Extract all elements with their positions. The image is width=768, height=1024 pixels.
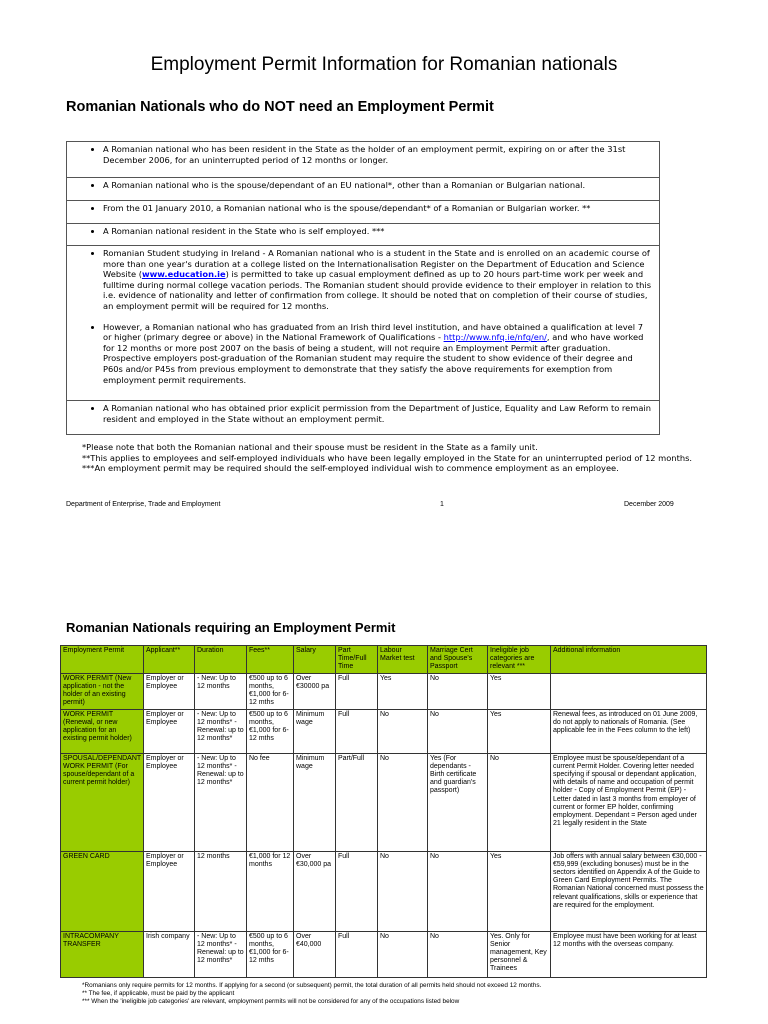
note-spouse: *Please note that both the Romanian national and their spouse must be resident in the State as a family unit. (82, 442, 538, 452)
education-link[interactable]: www.education.ie (141, 269, 226, 280)
exemption-item: • A Romanian national who has obtained prior explicit permission from the Department of Justice, Equality and Law Reform to remain resident and employed in the State without an employment permit. (103, 403, 653, 424)
table-cell: Over €30,000 pa (294, 851, 336, 931)
table-cell: - New: Up to 12 months* - Renewal: up to 12 months* (195, 709, 247, 753)
table-cell: GREEN CARD (61, 851, 144, 931)
table-cell: No (428, 851, 488, 931)
table-cell: Full (336, 709, 378, 753)
table-cell: Employer or Employee (144, 851, 195, 931)
student-exemption-item (103, 248, 653, 312)
footer-department: Department of Enterprise, Trade and Employment (66, 501, 221, 508)
column-header: Applicant** (144, 646, 195, 674)
table-row (61, 673, 707, 709)
table-cell: No (428, 709, 488, 753)
column-header: Labour Market test (378, 646, 428, 674)
exemptions-box (66, 141, 660, 435)
table-row (61, 931, 707, 977)
table-cell: Yes (488, 673, 551, 709)
exemption-item: • A Romanian national resident in the State who is self employed. *** (103, 226, 653, 237)
table-cell: SPOUSAL/DEPENDANT WORK PERMIT (For spouse/dependant of a current permit holder) (61, 753, 144, 851)
exemption-notes (82, 442, 692, 474)
exemption-item: • A Romanian national who is the spouse/dependant of an EU national*, other than a Romanian or Bulgarian national. (103, 180, 653, 191)
table-cell: Yes. Only for Senior management, Key personnel & Trainees (488, 931, 551, 977)
table-cell: Minimum wage (294, 709, 336, 753)
table-cell: Employee must be spouse/dependant of a current Permit Holder. Covering letter needed specifying if spousal or dependant application, with details of name and occupation of permit holder - Copy of Employment Permit (EP) - Letter dated in last 3 months from employer of current or former EP holder, confirming employment. Dependant = Person aged under 21 legally resident in the State (551, 753, 707, 851)
table-cell: Over €30000 pa (294, 673, 336, 709)
column-header: Fees** (247, 646, 294, 674)
table-cell: - New: Up to 12 months (195, 673, 247, 709)
table-cell: Minimum wage (294, 753, 336, 851)
exemption-row-students (67, 246, 659, 401)
table-cell: 12 months (195, 851, 247, 931)
table-cell: WORK PERMIT (Renewal, or new application for an existing permit holder) (61, 709, 144, 753)
table-cell: Employer or Employee (144, 673, 195, 709)
student-text-part: ) is permitted to take up casual employment defined as up to 20 hours part-time work per week and fulltime during normal college vacation periods. The Romanian student should provide evidence to their employer in relation to this i.e. evidence of nationality and letter of confirmation from college. It should be noted that on completion of their course of studies, an employment permit will be required for 12 months. (103, 269, 652, 311)
footnote-ineligible: *** When the 'ineligible job categories' are relevant, employment permits will not be considered for any of the occupations listed below (82, 997, 460, 1005)
table-cell: - New: Up to 12 months* - Renewal: up to 12 months* (195, 931, 247, 977)
section-heading-no-permit: Romanian Nationals who do NOT need an Employment Permit (66, 99, 494, 115)
table-cell: Employee must have been working for at least 12 months with the overseas company. (551, 931, 707, 977)
table-cell: No (378, 851, 428, 931)
exemption-row (67, 201, 659, 224)
section-heading-require-permit: Romanian Nationals requiring an Employment Permit (66, 620, 396, 635)
table-cell: €500 up to 6 months, €1,000 for 6-12 mths (247, 709, 294, 753)
graduate-text-part: However, a Romanian national who has graduated from an Irish third level institution, and have obtained a qualification at level 7 or higher (primary degree or above) in the National Framework of Qualifications - (103, 321, 644, 343)
note-self-employed-legal: **This applies to employees and self-employed individuals who have been legally employed in the State for an uninterrupted period of 12 months. (82, 452, 693, 463)
column-header: Ineligible job categories are relevant *** (488, 646, 551, 674)
footer-page-number: 1 (440, 501, 444, 508)
table-cell: Part/Full (336, 753, 378, 851)
table-cell: €500 up to 6 months, €1,000 for 6-12 mths (247, 673, 294, 709)
table-cell: Yes (378, 673, 428, 709)
permits-table (60, 645, 707, 978)
table-cell: WORK PERMIT (New application - not the holder of an existing permit) (61, 673, 144, 709)
table-cell: No (378, 709, 428, 753)
table-row (61, 851, 707, 931)
column-header: Salary (294, 646, 336, 674)
column-header: Duration (195, 646, 247, 674)
column-header: Part Time/Full Time (336, 646, 378, 674)
table-cell: Yes (For dependants - Birth certificate and guardian's passport) (428, 753, 488, 851)
column-header: Additional information (551, 646, 707, 674)
exemption-item: • From the 01 January 2010, a Romanian national who is the spouse/dependant* of a Romanian or Bulgarian worker. ** (103, 203, 653, 214)
table-header-row (61, 646, 707, 674)
table-cell: Renewal fees, as introduced on 01 June 2009, do not apply to nationals of Romania. (See applicable fee in the Fees column to the left) (551, 709, 707, 753)
table-cell: INTRACOMPANY TRANSFER (61, 931, 144, 977)
table-footnotes (82, 982, 541, 1005)
page-title: Employment Permit Information for Romanian nationals (150, 54, 618, 75)
table-cell: €1,000 for 12 months (247, 851, 294, 931)
table-cell: Job offers with annual salary between €30,000 - €59,999 (excluding bonuses) must be in the sectors identified on Appendix A of the Guide to Green Card Employment Permits. The Romanian National concerned must possess the relevant qualifications, skills or experience that are required for the employment. (551, 851, 707, 931)
table-cell: Over €40,000 (294, 931, 336, 977)
table-cell: No (378, 931, 428, 977)
table-cell: Full (336, 673, 378, 709)
table-cell: Irish company (144, 931, 195, 977)
note-self-employed-permit: ***An employment permit may be required should the self-employed individual wish to commence employment as an employee. (82, 463, 619, 474)
graduate-text-part: , and who have worked for 12 months or more post 2007 on the basis of being a student, will not require an Employment Permit after graduation. Prospective employers post-graduation of the Romanian student may require the student to show evidence of their degree and P60s and/or P45s from previous employment to demonstrate that they satisfy the above requirements for exemption from employment permit requirements. (103, 332, 644, 385)
student-text-part: Romanian Student studying in Ireland - A Romanian national who is a student in the State and is enrolled on an academic course of more than one year's duration at a college listed on the Internationalisation Register on the Department of Education and Science Website ( (103, 248, 650, 280)
table-cell: No (428, 673, 488, 709)
table-cell: - New: Up to 12 months* - Renewal: up to 12 months* (195, 753, 247, 851)
table-cell: Employer or Employee (144, 753, 195, 851)
footnote-fee: ** The fee, if applicable, must be paid by the applicant (82, 989, 235, 997)
exemption-row (67, 224, 659, 246)
table-cell: No (488, 753, 551, 851)
exemption-row (67, 401, 659, 434)
table-row (61, 709, 707, 753)
table-cell: Yes (488, 851, 551, 931)
footnote-duration: *Romanians only require permits for 12 months. If applying for a second (or subsequent) permit, the total duration of all permits held should not exceed 12 months. (82, 982, 542, 989)
exemption-row (67, 178, 659, 201)
nfq-link[interactable]: http://www.nfq.ie/nfq/en/ (443, 332, 547, 343)
table-cell: No fee (247, 753, 294, 851)
table-cell (551, 673, 707, 709)
column-header: Marriage Cert and Spouse's Passport (428, 646, 488, 674)
table-cell: Full (336, 851, 378, 931)
exemption-item: • A Romanian national who has been resident in the State as the holder of an employment permit, expiring on or after the 31st December 2006, for an uninterrupted period of 12 months or longer. (103, 144, 653, 165)
table-row (61, 753, 707, 851)
column-header: Employment Permit (61, 646, 144, 674)
table-cell: No (428, 931, 488, 977)
table-cell: Full (336, 931, 378, 977)
table-cell: Employer or Employee (144, 709, 195, 753)
table-cell: No (378, 753, 428, 851)
table-cell: €500 up to 6 months, €1,000 for 6-12 mths (247, 931, 294, 977)
table-cell: Yes (488, 709, 551, 753)
graduate-exemption-item (103, 322, 653, 386)
footer-date: December 2009 (624, 501, 674, 508)
exemption-row (67, 142, 659, 178)
